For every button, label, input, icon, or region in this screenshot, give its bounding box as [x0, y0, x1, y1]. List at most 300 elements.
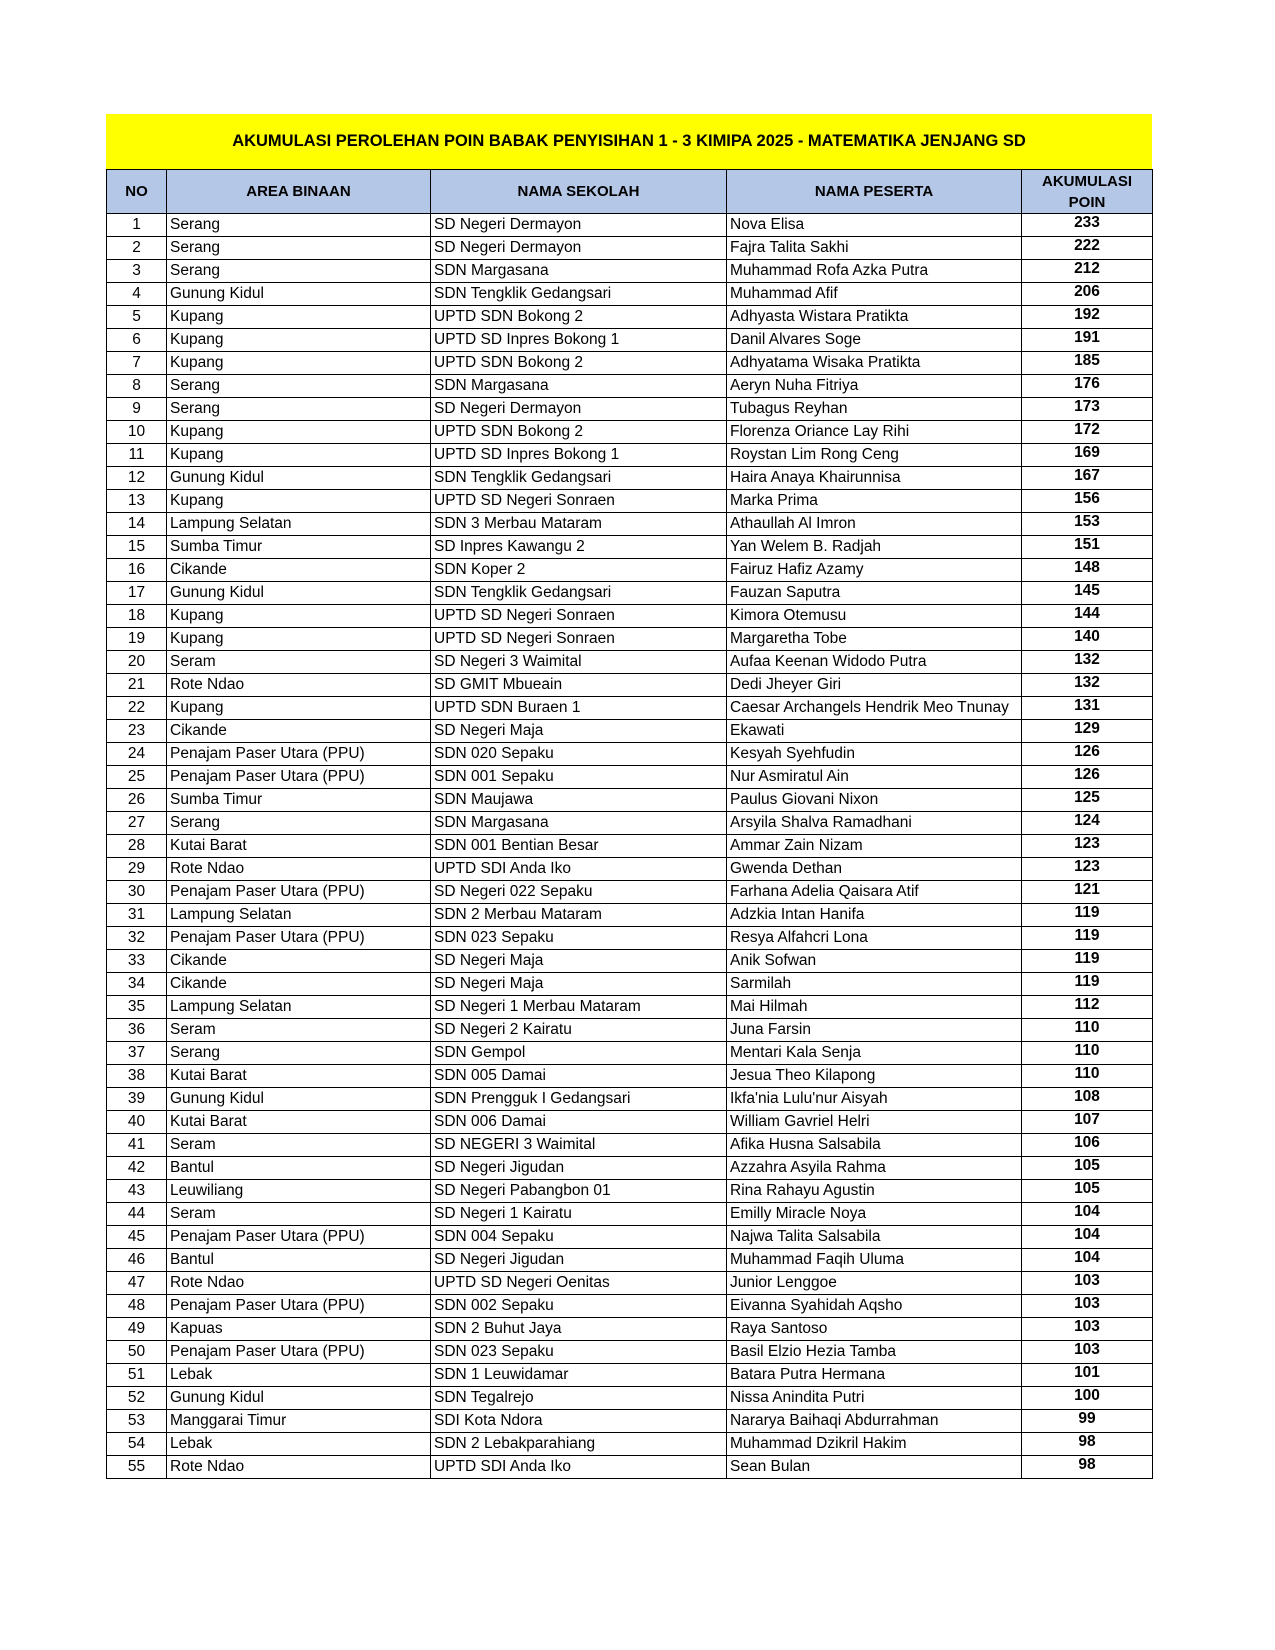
cell-area-binaan: Cikande	[167, 559, 431, 582]
cell-nama-sekolah: SDN 020 Sepaku	[431, 743, 727, 766]
cell-nama-sekolah: UPTD SD Negeri Sonraen	[431, 490, 727, 513]
cell-nama-peserta: Paulus Giovani Nixon	[727, 789, 1022, 812]
cell-akumulasi-poin: 119	[1022, 973, 1153, 996]
header-row	[107, 170, 1153, 214]
cell-nama-peserta: Nur Asmiratul Ain	[727, 766, 1022, 789]
header-nama-peserta: NAMA PESERTA	[727, 170, 1022, 214]
cell-nama-peserta: Afika Husna Salsabila	[727, 1134, 1022, 1157]
cell-nama-peserta: William Gavriel Helri	[727, 1111, 1022, 1134]
cell-akumulasi-poin: 148	[1022, 559, 1153, 582]
table-row	[107, 927, 1153, 950]
sheet-title: AKUMULASI PEROLEHAN POIN BABAK PENYISIHAN 1 - 3 KIMIPA 2025 - MATEMATIKA JENJANG SD	[106, 114, 1152, 169]
cell-no: 37	[107, 1042, 167, 1065]
table-row	[107, 421, 1153, 444]
cell-nama-peserta: Kimora Otemusu	[727, 605, 1022, 628]
cell-akumulasi-poin: 103	[1022, 1318, 1153, 1341]
table-row	[107, 513, 1153, 536]
cell-no: 54	[107, 1433, 167, 1456]
cell-area-binaan: Gunung Kidul	[167, 1088, 431, 1111]
cell-area-binaan: Kupang	[167, 605, 431, 628]
table-row	[107, 789, 1153, 812]
cell-akumulasi-poin: 119	[1022, 950, 1153, 973]
cell-nama-peserta: Ekawati	[727, 720, 1022, 743]
cell-nama-sekolah: UPTD SDI Anda Iko	[431, 858, 727, 881]
cell-no: 6	[107, 329, 167, 352]
cell-nama-peserta: Aufaa Keenan Widodo Putra	[727, 651, 1022, 674]
cell-nama-sekolah: SD Negeri Dermayon	[431, 237, 727, 260]
cell-no: 34	[107, 973, 167, 996]
cell-akumulasi-poin: 176	[1022, 375, 1153, 398]
cell-akumulasi-poin: 126	[1022, 743, 1153, 766]
table-row	[107, 605, 1153, 628]
cell-nama-sekolah: SD Negeri Dermayon	[431, 214, 727, 237]
cell-area-binaan: Kutai Barat	[167, 1065, 431, 1088]
cell-nama-sekolah: SDN Tegalrejo	[431, 1387, 727, 1410]
cell-area-binaan: Manggarai Timur	[167, 1410, 431, 1433]
table-row	[107, 996, 1153, 1019]
cell-nama-sekolah: SDN 2 Merbau Mataram	[431, 904, 727, 927]
cell-no: 30	[107, 881, 167, 904]
cell-no: 32	[107, 927, 167, 950]
table-row	[107, 306, 1153, 329]
cell-no: 24	[107, 743, 167, 766]
cell-akumulasi-poin: 119	[1022, 904, 1153, 927]
cell-nama-peserta: Danil Alvares Soge	[727, 329, 1022, 352]
cell-nama-sekolah: SD Negeri Maja	[431, 973, 727, 996]
table-row	[107, 237, 1153, 260]
cell-area-binaan: Sumba Timur	[167, 536, 431, 559]
table-row	[107, 973, 1153, 996]
cell-no: 2	[107, 237, 167, 260]
cell-akumulasi-poin: 173	[1022, 398, 1153, 421]
cell-akumulasi-poin: 156	[1022, 490, 1153, 513]
cell-akumulasi-poin: 206	[1022, 283, 1153, 306]
table-row	[107, 1111, 1153, 1134]
cell-no: 8	[107, 375, 167, 398]
cell-no: 42	[107, 1157, 167, 1180]
cell-no: 27	[107, 812, 167, 835]
cell-no: 9	[107, 398, 167, 421]
cell-nama-sekolah: SDN Koper 2	[431, 559, 727, 582]
cell-nama-peserta: Florenza Oriance Lay Rihi	[727, 421, 1022, 444]
table-row	[107, 674, 1153, 697]
cell-akumulasi-poin: 103	[1022, 1272, 1153, 1295]
cell-nama-peserta: Sarmilah	[727, 973, 1022, 996]
table-row	[107, 881, 1153, 904]
table-row	[107, 582, 1153, 605]
cell-nama-peserta: Raya Santoso	[727, 1318, 1022, 1341]
cell-nama-sekolah: SDN 002 Sepaku	[431, 1295, 727, 1318]
cell-area-binaan: Lebak	[167, 1433, 431, 1456]
cell-nama-sekolah: SD Negeri 2 Kairatu	[431, 1019, 727, 1042]
cell-nama-sekolah: SDN Gempol	[431, 1042, 727, 1065]
cell-nama-peserta: Arsyila Shalva Ramadhani	[727, 812, 1022, 835]
cell-akumulasi-poin: 132	[1022, 674, 1153, 697]
cell-akumulasi-poin: 124	[1022, 812, 1153, 835]
cell-nama-peserta: Fajra Talita Sakhi	[727, 237, 1022, 260]
cell-nama-peserta: Eivanna Syahidah Aqsho	[727, 1295, 1022, 1318]
cell-nama-peserta: Kesyah Syehfudin	[727, 743, 1022, 766]
table-row	[107, 559, 1153, 582]
table-row	[107, 1226, 1153, 1249]
cell-nama-peserta: Jesua Theo Kilapong	[727, 1065, 1022, 1088]
cell-area-binaan: Gunung Kidul	[167, 467, 431, 490]
cell-nama-sekolah: SD Negeri 022 Sepaku	[431, 881, 727, 904]
cell-nama-peserta: Dedi Jheyer Giri	[727, 674, 1022, 697]
header-area-binaan: AREA BINAAN	[167, 170, 431, 214]
table-row	[107, 260, 1153, 283]
cell-area-binaan: Kupang	[167, 421, 431, 444]
table-row	[107, 812, 1153, 835]
cell-akumulasi-poin: 98	[1022, 1456, 1153, 1479]
cell-nama-sekolah: SD Inpres Kawangu 2	[431, 536, 727, 559]
table-row	[107, 697, 1153, 720]
cell-nama-sekolah: SD Negeri 3 Waimital	[431, 651, 727, 674]
cell-nama-sekolah: UPTD SD Negeri Sonraen	[431, 628, 727, 651]
header-akumulasi-poin: AKUMULASI POIN	[1022, 170, 1153, 214]
cell-nama-peserta: Ammar Zain Nizam	[727, 835, 1022, 858]
cell-no: 36	[107, 1019, 167, 1042]
cell-nama-sekolah: SD Negeri 1 Kairatu	[431, 1203, 727, 1226]
cell-nama-peserta: Sean Bulan	[727, 1456, 1022, 1479]
cell-no: 16	[107, 559, 167, 582]
cell-no: 35	[107, 996, 167, 1019]
cell-area-binaan: Kupang	[167, 329, 431, 352]
table-row	[107, 444, 1153, 467]
table-row	[107, 1249, 1153, 1272]
cell-akumulasi-poin: 123	[1022, 835, 1153, 858]
cell-nama-peserta: Caesar Archangels Hendrik Meo Tnunay	[727, 697, 1022, 720]
cell-no: 53	[107, 1410, 167, 1433]
cell-nama-sekolah: SDN Tengklik Gedangsari	[431, 467, 727, 490]
cell-nama-sekolah: SDN Margasana	[431, 812, 727, 835]
cell-no: 19	[107, 628, 167, 651]
cell-no: 51	[107, 1364, 167, 1387]
cell-nama-sekolah: UPTD SDN Bokong 2	[431, 421, 727, 444]
cell-akumulasi-poin: 101	[1022, 1364, 1153, 1387]
cell-nama-sekolah: SD Negeri Maja	[431, 720, 727, 743]
cell-area-binaan: Lampung Selatan	[167, 996, 431, 1019]
table-row	[107, 1157, 1153, 1180]
table-row	[107, 835, 1153, 858]
cell-no: 23	[107, 720, 167, 743]
cell-area-binaan: Penajam Paser Utara (PPU)	[167, 1295, 431, 1318]
cell-nama-sekolah: UPTD SD Negeri Sonraen	[431, 605, 727, 628]
cell-no: 43	[107, 1180, 167, 1203]
cell-akumulasi-poin: 129	[1022, 720, 1153, 743]
cell-akumulasi-poin: 222	[1022, 237, 1153, 260]
cell-area-binaan: Penajam Paser Utara (PPU)	[167, 881, 431, 904]
cell-nama-peserta: Juna Farsin	[727, 1019, 1022, 1042]
cell-nama-sekolah: SD NEGERI 3 Waimital	[431, 1134, 727, 1157]
cell-akumulasi-poin: 192	[1022, 306, 1153, 329]
cell-area-binaan: Serang	[167, 375, 431, 398]
cell-akumulasi-poin: 110	[1022, 1019, 1153, 1042]
cell-nama-peserta: Junior Lenggoe	[727, 1272, 1022, 1295]
header-no: NO	[107, 170, 167, 214]
cell-nama-sekolah: UPTD SDN Bokong 2	[431, 352, 727, 375]
cell-akumulasi-poin: 104	[1022, 1226, 1153, 1249]
table-row	[107, 1180, 1153, 1203]
cell-nama-peserta: Anik Sofwan	[727, 950, 1022, 973]
cell-nama-peserta: Adzkia Intan Hanifa	[727, 904, 1022, 927]
cell-area-binaan: Penajam Paser Utara (PPU)	[167, 743, 431, 766]
table-row	[107, 490, 1153, 513]
cell-akumulasi-poin: 105	[1022, 1180, 1153, 1203]
cell-nama-peserta: Resya Alfahcri Lona	[727, 927, 1022, 950]
cell-area-binaan: Rote Ndao	[167, 1456, 431, 1479]
table-row	[107, 329, 1153, 352]
table-row	[107, 1272, 1153, 1295]
cell-area-binaan: Rote Ndao	[167, 858, 431, 881]
cell-area-binaan: Serang	[167, 260, 431, 283]
cell-nama-sekolah: SDN Tengklik Gedangsari	[431, 283, 727, 306]
cell-akumulasi-poin: 132	[1022, 651, 1153, 674]
table-row	[107, 743, 1153, 766]
cell-nama-sekolah: SDN Margasana	[431, 260, 727, 283]
cell-nama-sekolah: SDN 001 Bentian Besar	[431, 835, 727, 858]
cell-area-binaan: Seram	[167, 1134, 431, 1157]
cell-akumulasi-poin: 106	[1022, 1134, 1153, 1157]
cell-area-binaan: Penajam Paser Utara (PPU)	[167, 927, 431, 950]
cell-area-binaan: Rote Ndao	[167, 674, 431, 697]
cell-akumulasi-poin: 144	[1022, 605, 1153, 628]
cell-no: 52	[107, 1387, 167, 1410]
cell-nama-sekolah: UPTD SD Inpres Bokong 1	[431, 329, 727, 352]
cell-nama-peserta: Mentari Kala Senja	[727, 1042, 1022, 1065]
table-row	[107, 467, 1153, 490]
table-row	[107, 1341, 1153, 1364]
cell-nama-sekolah: SD Negeri Maja	[431, 950, 727, 973]
table-row	[107, 375, 1153, 398]
table-row	[107, 858, 1153, 881]
header-nama-sekolah: NAMA SEKOLAH	[431, 170, 727, 214]
cell-nama-peserta: Muhammad Rofa Azka Putra	[727, 260, 1022, 283]
cell-area-binaan: Rote Ndao	[167, 1272, 431, 1295]
cell-nama-sekolah: SDN 3 Merbau Mataram	[431, 513, 727, 536]
table-row	[107, 950, 1153, 973]
cell-nama-sekolah: SD Negeri Jigudan	[431, 1249, 727, 1272]
table-row	[107, 1088, 1153, 1111]
table-row	[107, 1456, 1153, 1479]
cell-nama-sekolah: UPTD SD Negeri Oenitas	[431, 1272, 727, 1295]
cell-no: 20	[107, 651, 167, 674]
cell-nama-sekolah: SD Negeri Pabangbon 01	[431, 1180, 727, 1203]
table-row	[107, 1019, 1153, 1042]
cell-akumulasi-poin: 105	[1022, 1157, 1153, 1180]
cell-area-binaan: Seram	[167, 651, 431, 674]
cell-akumulasi-poin: 103	[1022, 1295, 1153, 1318]
cell-akumulasi-poin: 119	[1022, 927, 1153, 950]
cell-area-binaan: Bantul	[167, 1249, 431, 1272]
cell-akumulasi-poin: 112	[1022, 996, 1153, 1019]
spreadsheet	[106, 114, 1152, 1479]
table-row	[107, 1042, 1153, 1065]
cell-nama-sekolah: SD Negeri Jigudan	[431, 1157, 727, 1180]
cell-no: 47	[107, 1272, 167, 1295]
cell-akumulasi-poin: 233	[1022, 214, 1153, 237]
cell-nama-sekolah: SD Negeri Dermayon	[431, 398, 727, 421]
cell-area-binaan: Seram	[167, 1203, 431, 1226]
cell-area-binaan: Kutai Barat	[167, 1111, 431, 1134]
cell-akumulasi-poin: 151	[1022, 536, 1153, 559]
cell-akumulasi-poin: 99	[1022, 1410, 1153, 1433]
cell-area-binaan: Gunung Kidul	[167, 1387, 431, 1410]
cell-no: 5	[107, 306, 167, 329]
cell-nama-sekolah: SDN Prengguk I Gedangsari	[431, 1088, 727, 1111]
table-row	[107, 536, 1153, 559]
cell-nama-peserta: Aeryn Nuha Fitriya	[727, 375, 1022, 398]
cell-akumulasi-poin: 100	[1022, 1387, 1153, 1410]
cell-area-binaan: Cikande	[167, 720, 431, 743]
cell-no: 21	[107, 674, 167, 697]
table-row	[107, 1387, 1153, 1410]
cell-nama-sekolah: SDN 2 Buhut Jaya	[431, 1318, 727, 1341]
cell-nama-peserta: Nissa Anindita Putri	[727, 1387, 1022, 1410]
cell-no: 18	[107, 605, 167, 628]
ranking-table	[106, 169, 1153, 1479]
cell-no: 28	[107, 835, 167, 858]
cell-area-binaan: Gunung Kidul	[167, 283, 431, 306]
cell-area-binaan: Kupang	[167, 697, 431, 720]
cell-nama-sekolah: UPTD SDN Buraen 1	[431, 697, 727, 720]
table-row	[107, 1203, 1153, 1226]
cell-no: 4	[107, 283, 167, 306]
table-row	[107, 398, 1153, 421]
cell-akumulasi-poin: 185	[1022, 352, 1153, 375]
cell-area-binaan: Leuwiliang	[167, 1180, 431, 1203]
cell-nama-peserta: Fauzan Saputra	[727, 582, 1022, 605]
cell-no: 14	[107, 513, 167, 536]
table-row	[107, 214, 1153, 237]
cell-nama-sekolah: SDN 006 Damai	[431, 1111, 727, 1134]
cell-area-binaan: Cikande	[167, 950, 431, 973]
cell-no: 15	[107, 536, 167, 559]
cell-area-binaan: Penajam Paser Utara (PPU)	[167, 1226, 431, 1249]
cell-nama-peserta: Fairuz Hafiz Azamy	[727, 559, 1022, 582]
cell-akumulasi-poin: 172	[1022, 421, 1153, 444]
cell-akumulasi-poin: 140	[1022, 628, 1153, 651]
cell-nama-peserta: Farhana Adelia Qaisara Atif	[727, 881, 1022, 904]
table-row	[107, 1065, 1153, 1088]
cell-akumulasi-poin: 126	[1022, 766, 1153, 789]
table-row	[107, 1318, 1153, 1341]
cell-area-binaan: Kupang	[167, 490, 431, 513]
cell-no: 48	[107, 1295, 167, 1318]
table-body	[107, 214, 1153, 1479]
cell-area-binaan: Seram	[167, 1019, 431, 1042]
cell-nama-sekolah: SDN 005 Damai	[431, 1065, 727, 1088]
cell-nama-sekolah: SDN 023 Sepaku	[431, 1341, 727, 1364]
cell-nama-peserta: Yan Welem B. Radjah	[727, 536, 1022, 559]
cell-nama-sekolah: SDN Margasana	[431, 375, 727, 398]
cell-akumulasi-poin: 108	[1022, 1088, 1153, 1111]
cell-no: 7	[107, 352, 167, 375]
cell-nama-peserta: Basil Elzio Hezia Tamba	[727, 1341, 1022, 1364]
cell-area-binaan: Cikande	[167, 973, 431, 996]
cell-area-binaan: Serang	[167, 812, 431, 835]
cell-no: 26	[107, 789, 167, 812]
table-row	[107, 1410, 1153, 1433]
cell-area-binaan: Serang	[167, 1042, 431, 1065]
cell-area-binaan: Bantul	[167, 1157, 431, 1180]
cell-nama-peserta: Ikfa'nia Lulu'nur Aisyah	[727, 1088, 1022, 1111]
cell-no: 49	[107, 1318, 167, 1341]
cell-no: 38	[107, 1065, 167, 1088]
cell-nama-sekolah: SDN 1 Leuwidamar	[431, 1364, 727, 1387]
cell-area-binaan: Kutai Barat	[167, 835, 431, 858]
cell-nama-peserta: Najwa Talita Salsabila	[727, 1226, 1022, 1249]
cell-akumulasi-poin: 103	[1022, 1341, 1153, 1364]
cell-nama-peserta: Muhammad Dzikril Hakim	[727, 1433, 1022, 1456]
cell-no: 29	[107, 858, 167, 881]
cell-no: 11	[107, 444, 167, 467]
cell-area-binaan: Sumba Timur	[167, 789, 431, 812]
cell-nama-sekolah: SDN 023 Sepaku	[431, 927, 727, 950]
cell-nama-peserta: Tubagus Reyhan	[727, 398, 1022, 421]
cell-nama-peserta: Emilly Miracle Noya	[727, 1203, 1022, 1226]
cell-nama-sekolah: UPTD SDI Anda Iko	[431, 1456, 727, 1479]
cell-akumulasi-poin: 107	[1022, 1111, 1153, 1134]
cell-nama-sekolah: SDI Kota Ndora	[431, 1410, 727, 1433]
cell-no: 55	[107, 1456, 167, 1479]
cell-akumulasi-poin: 191	[1022, 329, 1153, 352]
table-row	[107, 283, 1153, 306]
cell-no: 39	[107, 1088, 167, 1111]
cell-akumulasi-poin: 212	[1022, 260, 1153, 283]
cell-area-binaan: Serang	[167, 398, 431, 421]
cell-area-binaan: Gunung Kidul	[167, 582, 431, 605]
cell-no: 13	[107, 490, 167, 513]
cell-no: 22	[107, 697, 167, 720]
cell-nama-sekolah: SDN 2 Lebakparahiang	[431, 1433, 727, 1456]
cell-nama-peserta: Nova Elisa	[727, 214, 1022, 237]
cell-nama-sekolah: SDN Tengklik Gedangsari	[431, 582, 727, 605]
cell-nama-sekolah: UPTD SD Inpres Bokong 1	[431, 444, 727, 467]
cell-akumulasi-poin: 153	[1022, 513, 1153, 536]
cell-nama-peserta: Azzahra Asyila Rahma	[727, 1157, 1022, 1180]
cell-nama-peserta: Batara Putra Hermana	[727, 1364, 1022, 1387]
cell-area-binaan: Serang	[167, 237, 431, 260]
cell-nama-sekolah: SDN Maujawa	[431, 789, 727, 812]
cell-akumulasi-poin: 145	[1022, 582, 1153, 605]
cell-nama-peserta: Gwenda Dethan	[727, 858, 1022, 881]
cell-akumulasi-poin: 110	[1022, 1065, 1153, 1088]
cell-nama-sekolah: SD GMIT Mbueain	[431, 674, 727, 697]
cell-area-binaan: Kupang	[167, 306, 431, 329]
cell-no: 10	[107, 421, 167, 444]
table-row	[107, 352, 1153, 375]
table-row	[107, 1295, 1153, 1318]
table-row	[107, 904, 1153, 927]
cell-nama-peserta: Margaretha Tobe	[727, 628, 1022, 651]
cell-akumulasi-poin: 131	[1022, 697, 1153, 720]
cell-nama-peserta: Roystan Lim Rong Ceng	[727, 444, 1022, 467]
cell-nama-peserta: Nararya Baihaqi Abdurrahman	[727, 1410, 1022, 1433]
cell-akumulasi-poin: 104	[1022, 1203, 1153, 1226]
cell-no: 31	[107, 904, 167, 927]
table-row	[107, 1134, 1153, 1157]
cell-no: 3	[107, 260, 167, 283]
cell-nama-peserta: Mai Hilmah	[727, 996, 1022, 1019]
cell-area-binaan: Kupang	[167, 352, 431, 375]
cell-area-binaan: Serang	[167, 214, 431, 237]
cell-nama-peserta: Athaullah Al Imron	[727, 513, 1022, 536]
cell-nama-sekolah: SDN 004 Sepaku	[431, 1226, 727, 1249]
cell-nama-sekolah: SDN 001 Sepaku	[431, 766, 727, 789]
cell-akumulasi-poin: 121	[1022, 881, 1153, 904]
cell-no: 46	[107, 1249, 167, 1272]
